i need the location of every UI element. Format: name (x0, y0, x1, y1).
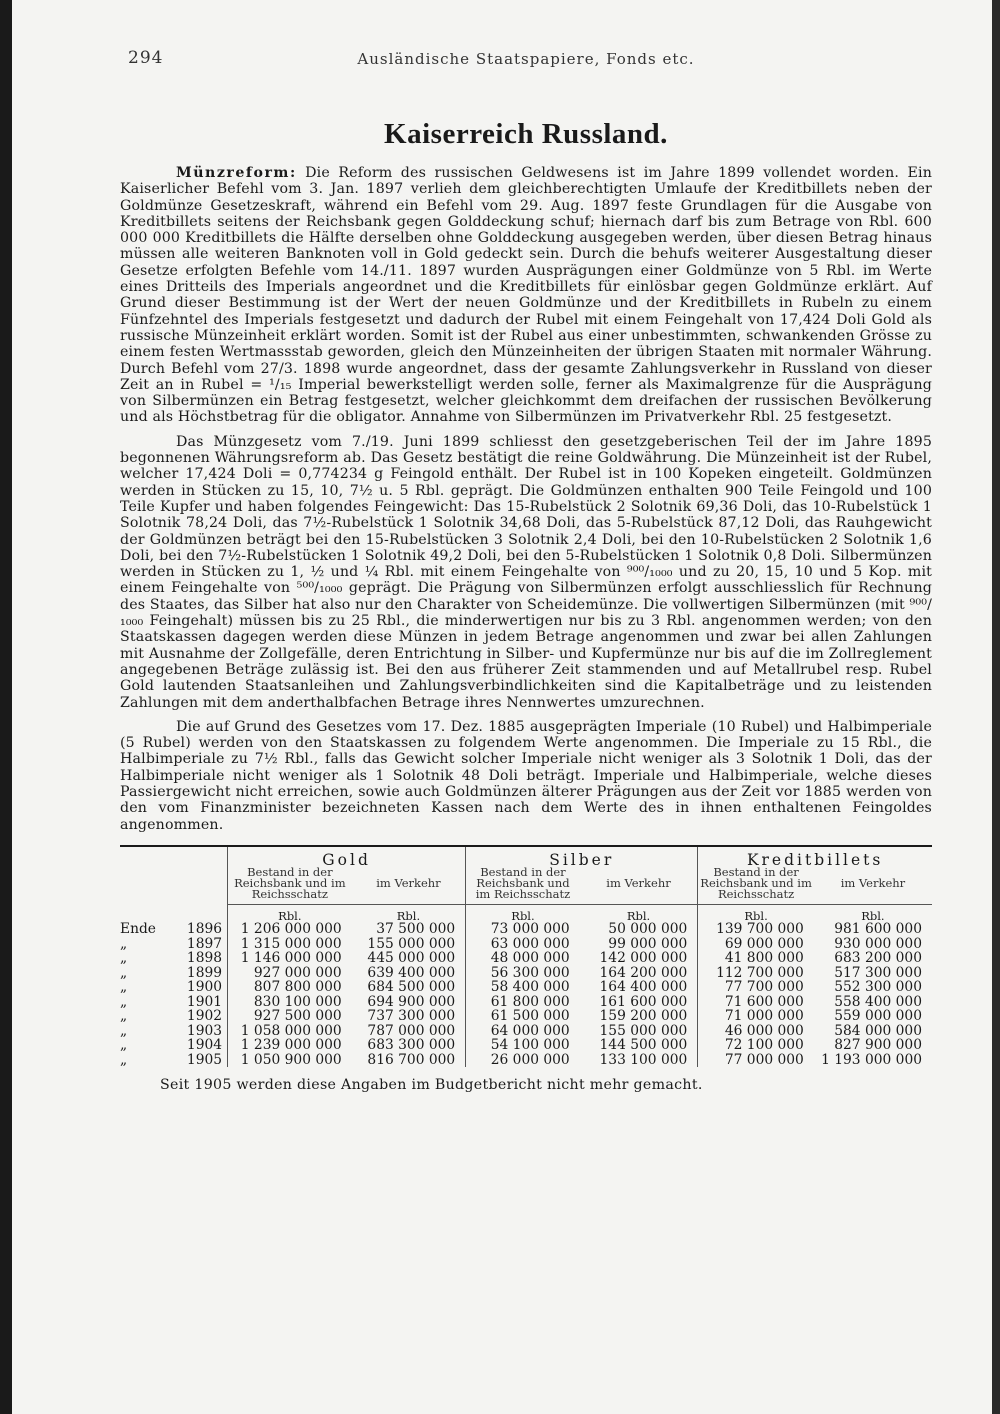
cell-silver-traffic: 164 400 000 (599, 979, 688, 996)
table-row (120, 1024, 932, 1039)
cell-credit-bank: 46 000 000 (698, 1024, 814, 1039)
cell-credit-traffic: 552 300 000 (834, 979, 922, 996)
cell-silver-traffic: 50 000 000 (608, 921, 688, 938)
col-gold-bank: Bestand in der Reichsbank und im Reichsschatz (228, 867, 352, 905)
col-silver-bank: Bestand in der Reichsbank und im Reichsschatz (466, 867, 580, 905)
cell-credit-bank: 71 600 000 (698, 995, 814, 1010)
cell-silver-traffic: 99 000 000 (608, 935, 688, 952)
cell-gold-traffic: 737 300 000 (367, 1008, 456, 1025)
cell-gold-traffic: 639 400 000 (367, 964, 456, 981)
cell-credit-traffic: 930 000 000 (834, 935, 922, 952)
document-page (120, 40, 932, 1093)
scan-border-left (0, 0, 12, 1414)
row-label: „ (120, 1037, 128, 1054)
col-credit-bank: Bestand in der Reichsbank und im Reichsschatz (698, 867, 814, 905)
cell-silver-bank: 58 400 000 (466, 980, 580, 995)
col-silver-traffic: im Verkehr (606, 876, 671, 891)
row-year: 1904 (186, 1037, 223, 1054)
group-silver: Silber (466, 846, 698, 868)
cell-credit-bank: 41 800 000 (698, 951, 814, 966)
table-row (120, 922, 932, 937)
cell-credit-traffic: 517 300 000 (834, 964, 922, 981)
page-number: 294 (128, 48, 164, 68)
row-year: 1899 (186, 964, 223, 981)
table-group-header (120, 846, 932, 868)
row-year: 1900 (186, 979, 223, 996)
cell-gold-bank: 1 206 000 000 (228, 922, 352, 937)
table-row (120, 966, 932, 981)
cell-gold-bank: 927 500 000 (228, 1009, 352, 1024)
unit-cell: Rbl. (814, 905, 932, 923)
paragraph-muenzgesetz: Das Münzgesetz vom 7./19. Juni 1899 schliesst den gesetzgeberischen Teil der im Jahre 1895 begonnenen Währungsreform ab. Das Gesetz bestätigt die reine Goldwährung. Die Münzeinheit ist der Rubel, welcher 17,424 Doli = 0,774234 g Feingold enthält. Der Rubel ist in 100 Kopeken eingeteilt. Goldmünzen werden in Stücken zu 15, 10, 7½ u. 5 Rbl. geprägt. Die Goldmünzen enthalten 900 Teile Feingold und 100 Teile Kupfer und haben folgendes Feingewicht: Das 15-Rubelstück 2 Solotnik 69,36 Doli, das 10-Rubelstück 1 Solotnik 78,24 Doli, das 7½-Rubelstück 1 Solotnik 34,68 Doli, das 5-Rubelstück 87,12 Doli, das Rauhgewicht der Goldmünzen beträgt bei den 15-Rubelstücken 3 Solotnik 2,4 Doli, bei den 10-Rubelstücken 2 Solotnik 1,6 Doli, bei den 7½-Rubelstücken 1 Solotnik 49,2 Doli, bei den 5-Rubelstücken 1 Solotnik 0,8 Doli. Silbermünzen werden in Stücken zu 1, ½ und ¼ Rbl. mit einem Feingehalte von ⁹⁰⁰/₁₀₀₀ und zu 20, 15, 10 und 5 Kop. mit einem Feingehalte von ⁵⁰⁰/₁₀₀₀ geprägt. Die Prägung von Silbermünzen erfolgt ausschliesslich für Rechnung des Staates, das Silber hat also nur den Charakter von Scheidemünze. Die vollwertigen Silbermünzen (mit ⁹⁰⁰/₁₀₀₀ Feingehalt) müssen bis zu 25 Rbl., die minderwertigen nur bis zu 3 Rbl. angenommen werden; von den Staatskassen dagegen werden diese Münzen in jedem Betrage angenommen und zwar bei allen Zahlungen mit Ausnahme der Zollgefälle, deren Entrichtung in Silber- und Kupfermünze nur bis auf die im Zollreglement angegebenen Beträge zulässig ist. Bei den aus früherer Zeit stammenden und auf Metallrubel resp. Rubel Gold lautenden Staatsanleihen und Zahlungsverbindlichkeiten sind die Kapitalbeträge und zu leistenden Zahlungen mit dem anderthalbfachen Betrage ihres Nennwertes umzurechnen. (120, 433, 932, 711)
cell-gold-bank: 1 239 000 000 (228, 1038, 352, 1053)
row-year: 1901 (186, 993, 223, 1010)
cell-silver-bank: 56 300 000 (466, 966, 580, 981)
cell-credit-traffic: 558 400 000 (834, 993, 922, 1010)
cell-gold-traffic: 37 500 000 (376, 921, 456, 938)
cell-credit-traffic: 584 000 000 (834, 1022, 922, 1039)
cell-gold-traffic: 683 300 000 (367, 1037, 456, 1054)
cell-silver-traffic: 133 100 000 (599, 1051, 688, 1068)
unit-cell: Rbl. (580, 905, 698, 923)
cell-silver-traffic: 144 500 000 (599, 1037, 688, 1054)
table-row (120, 995, 932, 1010)
cell-credit-traffic: 981 600 000 (834, 921, 922, 938)
cell-credit-bank: 77 700 000 (698, 980, 814, 995)
paragraph-muenzreform (120, 165, 932, 426)
group-credit: Kreditbillets (698, 846, 932, 868)
cell-gold-traffic: 694 900 000 (367, 993, 456, 1010)
cell-silver-bank: 61 800 000 (466, 995, 580, 1010)
cell-credit-traffic: 683 200 000 (834, 950, 922, 967)
unit-cell: Rbl. (228, 905, 352, 923)
col-credit-traffic: im Verkehr (840, 876, 906, 891)
table-row (120, 951, 932, 966)
row-year: 1896 (186, 921, 223, 938)
table-row (120, 1009, 932, 1024)
table-row (120, 937, 932, 952)
row-label: „ (120, 993, 128, 1010)
cell-silver-bank: 61 500 000 (466, 1009, 580, 1024)
row-label: „ (120, 1022, 128, 1039)
cell-gold-bank: 830 100 000 (228, 995, 352, 1010)
cell-gold-traffic: 684 500 000 (367, 979, 456, 996)
running-header (120, 40, 932, 70)
paragraph-body: Die Reform des russischen Geldwesens ist im Jahre 1899 vollendet worden. Ein Kaiserlicher Befehl vom 3. Jan. 1897 verlieh dem gleichberechtigten Umlaufe der Kreditbillets neben der Goldmünze Gesetzeskraft, während ein Befehl vom 29. Aug. 1897 feste Grundlagen für die Ausgabe von Kreditbillets seitens der Reichsbank gegen Golddeckung schuf; hiernach darf bis zum Betrage von Rbl. 600 000 000 Kreditbillets die Hälfte derselben ohne Golddeckung ausgegeben werden, über diesen Betrag hinaus müssen alle weiteren Banknoten voll in Gold gedeckt sein. Durch die behufs weiterer Ausgestaltung dieser Gesetze erfolgten Befehle vom 14./11. 1897 wurden Ausprägungen einer Goldmünze von 5 Rbl. im Werte eines Dritteils des Imperials angeordnet und die Kreditbillets für einlösbar gegen Goldmünze erklärt. Auf Grund dieser Bestimmung ist der Wert der neuen Goldmünze und der Kreditbillets in Rubeln zu einem Fünfzehntel des Imperials festgesetzt und dadurch der Rubel mit einem Feingehalt von 17,424 Doli Gold als russische Münzeinheit erklärt worden. Somit ist der Rubel aus einer unbestimmten, schwankenden Grösse zu einem festen Wertmassstab geworden, gleich den Münzeinheiten der übrigen Staaten mit normaler Währung. Durch Befehl vom 27/3. 1898 wurde angeordnet, dass der gesamte Zahlungsverkehr in Russland von dieser Zeit an in Rubel = ¹/₁₅ Imperial bewerkstelligt werden solle, ferner als Maximalgrenze für die Ausprägung von Silbermünzen ein Betrag festgesetzt, welcher gleichkommt dem dreifachen der russischen Bevölkerung und als Höchstbetrag für die obligator. Annahme von Silbermünzen im Privatverkehr Rbl. 25 festgesetzt. (120, 165, 932, 426)
table-row (120, 980, 932, 995)
cell-gold-traffic: 155 000 000 (367, 935, 456, 952)
cell-credit-bank: 72 100 000 (698, 1038, 814, 1053)
cell-credit-bank: 139 700 000 (698, 922, 814, 937)
cell-silver-traffic: 164 200 000 (599, 964, 688, 981)
row-year: 1905 (186, 1051, 223, 1068)
table-footnote: Seit 1905 werden diese Angaben im Budgetbericht nicht mehr gemacht. (160, 1077, 703, 1094)
cell-gold-traffic: 787 000 000 (367, 1022, 456, 1039)
table-row (120, 1038, 932, 1053)
unit-cell: Rbl. (698, 905, 814, 923)
cell-credit-traffic: 827 900 000 (834, 1037, 922, 1054)
table-row (120, 1053, 932, 1068)
row-year: 1898 (186, 950, 223, 967)
unit-row (120, 905, 932, 923)
group-gold: Gold (228, 846, 466, 868)
cell-gold-bank: 1 146 000 000 (228, 951, 352, 966)
cell-credit-bank: 69 000 000 (698, 937, 814, 952)
cell-credit-bank: 112 700 000 (698, 966, 814, 981)
cell-gold-bank: 927 000 000 (228, 966, 352, 981)
scan-border-right (992, 0, 1000, 1414)
cell-silver-bank: 73 000 000 (466, 922, 580, 937)
table-column-header (120, 867, 932, 905)
row-year: 1897 (186, 935, 223, 952)
row-label: „ (120, 935, 128, 952)
cell-silver-bank: 48 000 000 (466, 951, 580, 966)
cell-gold-bank: 1 315 000 000 (228, 937, 352, 952)
running-title: Ausländische Staatspapiere, Fonds etc. (357, 50, 695, 68)
cell-credit-bank: 71 000 000 (698, 1009, 814, 1024)
cell-gold-traffic: 816 700 000 (367, 1051, 456, 1068)
cell-gold-bank: 1 058 000 000 (228, 1024, 352, 1039)
row-label: „ (120, 979, 128, 996)
cell-silver-bank: 63 000 000 (466, 937, 580, 952)
currency-table (120, 845, 932, 1068)
unit-cell: Rbl. (352, 905, 466, 923)
cell-silver-bank: 54 100 000 (466, 1038, 580, 1053)
paragraph-lead: Münzreform: (176, 165, 297, 181)
cell-credit-traffic: 559 000 000 (834, 1008, 922, 1025)
cell-gold-traffic: 445 000 000 (367, 950, 456, 967)
cell-silver-bank: 64 000 000 (466, 1024, 580, 1039)
cell-silver-traffic: 142 000 000 (599, 950, 688, 967)
cell-credit-bank: 77 000 000 (698, 1053, 814, 1068)
cell-gold-bank: 1 050 900 000 (228, 1053, 352, 1068)
row-label: Ende (120, 921, 156, 938)
cell-silver-traffic: 155 000 000 (599, 1022, 688, 1039)
cell-silver-bank: 26 000 000 (466, 1053, 580, 1068)
cell-credit-traffic: 1 193 000 000 (821, 1051, 922, 1068)
cell-silver-traffic: 159 200 000 (599, 1008, 688, 1025)
row-label: „ (120, 964, 128, 981)
section-title: Kaiserreich Russland. (384, 118, 668, 150)
cell-silver-traffic: 161 600 000 (599, 993, 688, 1010)
col-gold-traffic: im Verkehr (376, 876, 441, 891)
row-label: „ (120, 950, 128, 967)
unit-cell: Rbl. (466, 905, 580, 923)
row-year: 1902 (186, 1008, 223, 1025)
row-label: „ (120, 1008, 128, 1025)
paragraph-imperiale: Die auf Grund des Gesetzes vom 17. Dez. 1885 ausgeprägten Imperiale (10 Rubel) und Halbimperiale (5 Rubel) werden von den Staatskassen zu folgendem Werte angenommen. Die Imperiale zu 15 Rbl., die Halbimperiale zu 7½ Rbl., falls das Gewicht solcher Imperiale nicht weniger als 3 Solotnik 1 Doli, das der Halbimperiale nicht weniger als 1 Solotnik 48 Doli beträgt. Imperiale und Halbimperiale, welche dieses Passiergewicht nicht erreichen, sowie auch Goldmünzen älterer Prägungen aus der Zeit vor 1885 werden von den vom Finanzminister bezeichneten Kassen nach dem Werte des in ihnen enthaltenen Feingoldes angenommen. (120, 718, 932, 833)
row-year: 1903 (186, 1022, 223, 1039)
cell-gold-bank: 807 800 000 (228, 980, 352, 995)
row-label: „ (120, 1051, 128, 1068)
